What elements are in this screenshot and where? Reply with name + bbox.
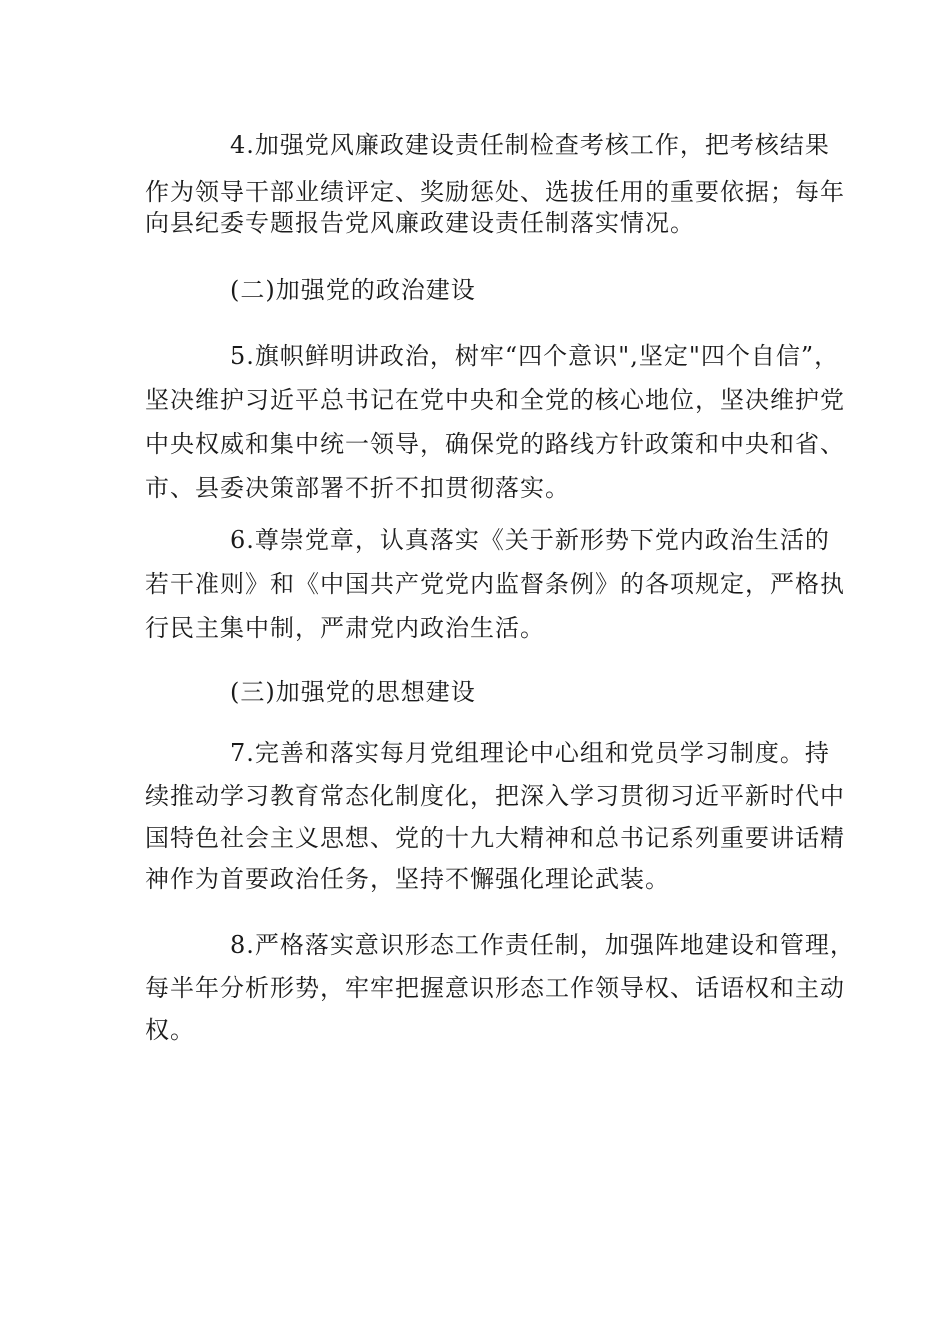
paragraph-line: 8.严格落实意识形态工作责任制，加强阵地建设和管理， [230,931,855,959]
paragraph-line: 中央权威和集中统一领导，确保党的路线方针政策和中央和省、 [145,430,845,458]
paragraph-line: 权。 [145,1016,195,1044]
paragraph-line: 4.加强党风廉政建设责任制检查考核工作，把考核结果 [230,131,830,159]
paragraph-line: 国特色社会主义思想、党的十九大精神和总书记系列重要讲话精 [145,824,845,852]
paragraph-line: 市、县委决策部署不折不扣贯彻落实。 [145,474,570,502]
section-heading-2: (二)加强党的政治建设 [230,276,476,304]
paragraph-line: 若干准则》和《中国共产党党内监督条例》的各项规定，严格执 [145,570,845,598]
paragraph-line: 坚决维护习近平总书记在党中央和全党的核心地位，坚决维护党 [145,386,845,414]
paragraph-line: 神作为首要政治任务，坚持不懈强化理论武装。 [145,865,670,893]
paragraph-line: 向县纪委专题报告党风廉政建设责任制落实情况。 [145,209,695,237]
paragraph-line: 行民主集中制，严肃党内政治生活。 [145,614,545,642]
paragraph-line: 续推动学习教育常态化制度化，把深入学习贯彻习近平新时代中 [145,782,845,810]
section-heading-3: (三)加强党的思想建设 [230,678,476,706]
paragraph-line: 6.尊崇党章，认真落实《关于新形势下党内政治生活的 [230,526,830,554]
paragraph-line: 5.旗帜鲜明讲政治，树牢“四个意识",坚定"四个自信”， [230,342,840,370]
paragraph-line: 7.完善和落实每月党组理论中心组和党员学习制度。持 [230,739,830,767]
paragraph-line: 作为领导干部业绩评定、奖励惩处、选拔任用的重要依据；每年 [145,178,845,206]
paragraph-line: 每半年分析形势，牢牢把握意识形态工作领导权、话语权和主动 [145,974,845,1002]
